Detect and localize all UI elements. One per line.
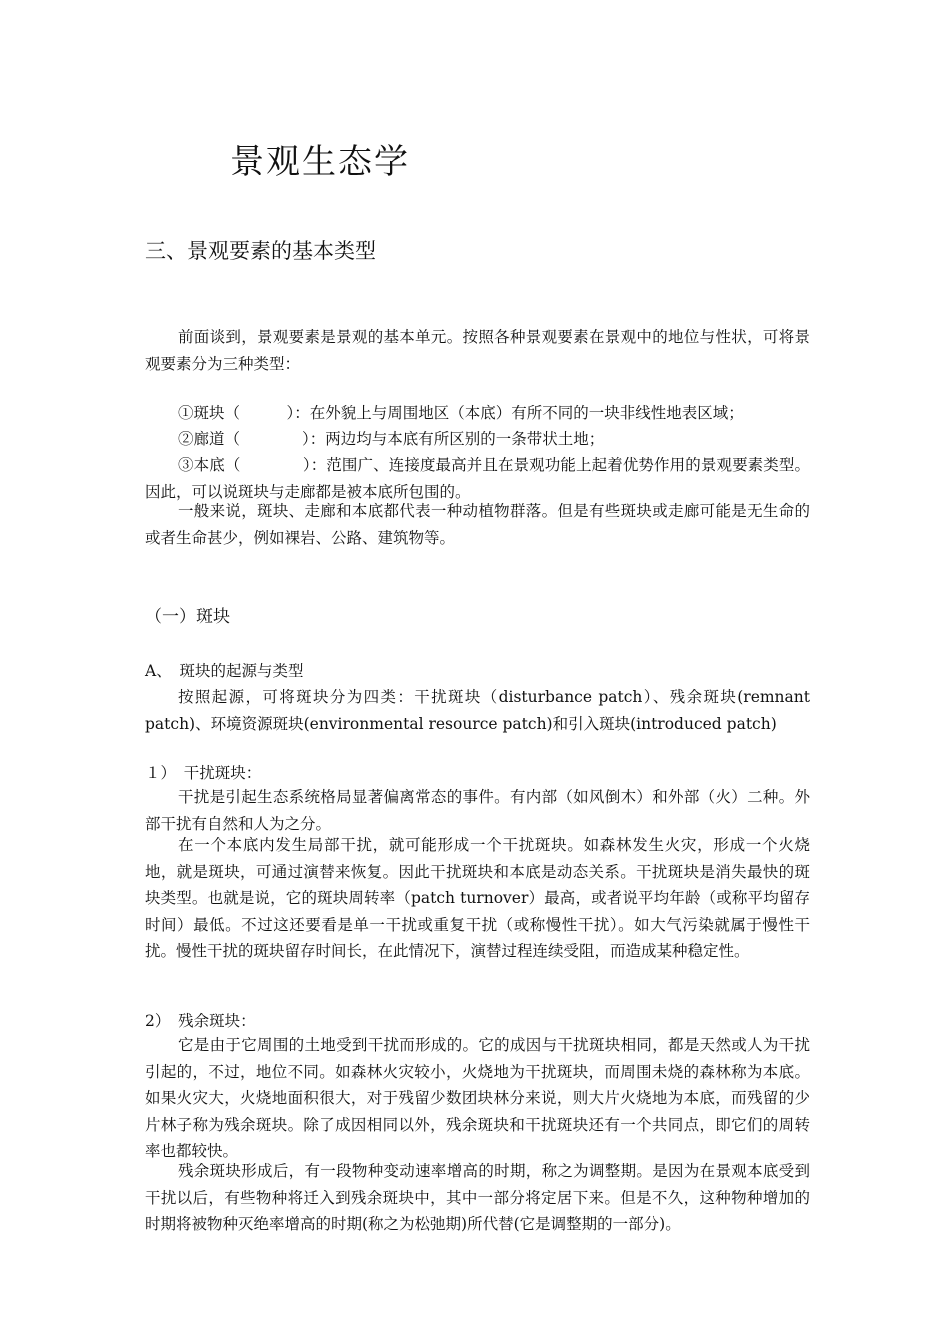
- type-item-patch: ①斑块（ ）：在外貌上与周围地区（本底）有所不同的一块非线性地表区域；: [178, 404, 744, 422]
- doc-title: 景观生态学: [230, 142, 410, 182]
- item1-paragraph-2: 在一个本底内发生局部干扰，就可能形成一个干扰斑块。如森林发生火灾，形成一个火烧地，就是斑块，可通过演替来恢复。因此干扰斑块和本底是动态关系。干扰斑块是消失最快的斑块类型。也就是说，它的斑块周转率（patch turnover）最高，或者说平均年龄（或称平均留存时间）最低。不过这还要看是单一干扰或重复干扰（或称慢性干扰）。如大气污染就属于慢性干扰。慢性干扰的斑块留存时间长，在此情况下，演替过程连续受阻，而造成某种稳定性。: [145, 836, 810, 960]
- type-item-matrix: ③本底（ ）：范围广、连接度最高并且在景观功能上起着优势作用的景观要素类型。因此，可以说斑块与走廊都是被本底所包围的。: [145, 456, 810, 501]
- type-item-corridor: ②廊道（ ）：两边均与本底有所区别的一条带状土地；: [178, 430, 605, 448]
- item2-paragraph-2: 残余斑块形成后，有一段物种变动速率增高的时期，称之为调整期。是因为在景观本底受到干扰以后，有些物种将迁入到残余斑块中，其中一部分将定居下来。但是不久，这种物种增加的时期将被物种灭绝率增高的时期(称之为松弛期)所代替(它是调整期的一部分)。: [145, 1162, 810, 1233]
- item2-paragraph-1: 它是由于它周围的土地受到干扰而形成的。它的成因与干扰斑块相同，都是天然或人为干扰引起的，不过，地位不同。如森林火灾较小，火烧地为干扰斑块，而周围未烧的森林称为本底。如果火灾大，火烧地面积很大，对于残留少数团块林分来说，则大片火烧地为本底，而残留的少片林子称为残余斑块。除了成因相同以外，残余斑块和干扰斑块还有一个共同点，即它们的周转率也都较快。: [145, 1036, 810, 1160]
- subsub-heading: A、 斑块的起源与类型: [145, 662, 304, 680]
- intro-paragraph: 前面谈到，景观要素是景观的基本单元。按照各种景观要素在景观中的地位与性状，可将景观要素分为三种类型：: [145, 328, 810, 373]
- item1-paragraph-1: 干扰是引起生态系统格局显著偏离常态的事件。有内部（如风倒木）和外部（火）二种。外部干扰有自然和人为之分。: [145, 788, 810, 833]
- item2-heading: 2） 残余斑块：: [145, 1012, 256, 1030]
- subsection-heading: （一）斑块: [145, 607, 230, 627]
- section-heading: 三、景观要素的基本类型: [145, 239, 376, 263]
- origin-paragraph: 按照起源，可将斑块分为四类：干扰斑块（disturbance patch）、残余斑块(remnant patch)、环境资源斑块(environmental resource patch)和引入斑块(introduced patch): [145, 688, 810, 733]
- item1-heading: １） 干扰斑块：: [145, 764, 262, 782]
- general-paragraph: 一般来说，斑块、走廊和本底都代表一种动植物群落。但是有些斑块或走廊可能是无生命的或者生命甚少，例如裸岩、公路、建筑物等。: [145, 502, 810, 547]
